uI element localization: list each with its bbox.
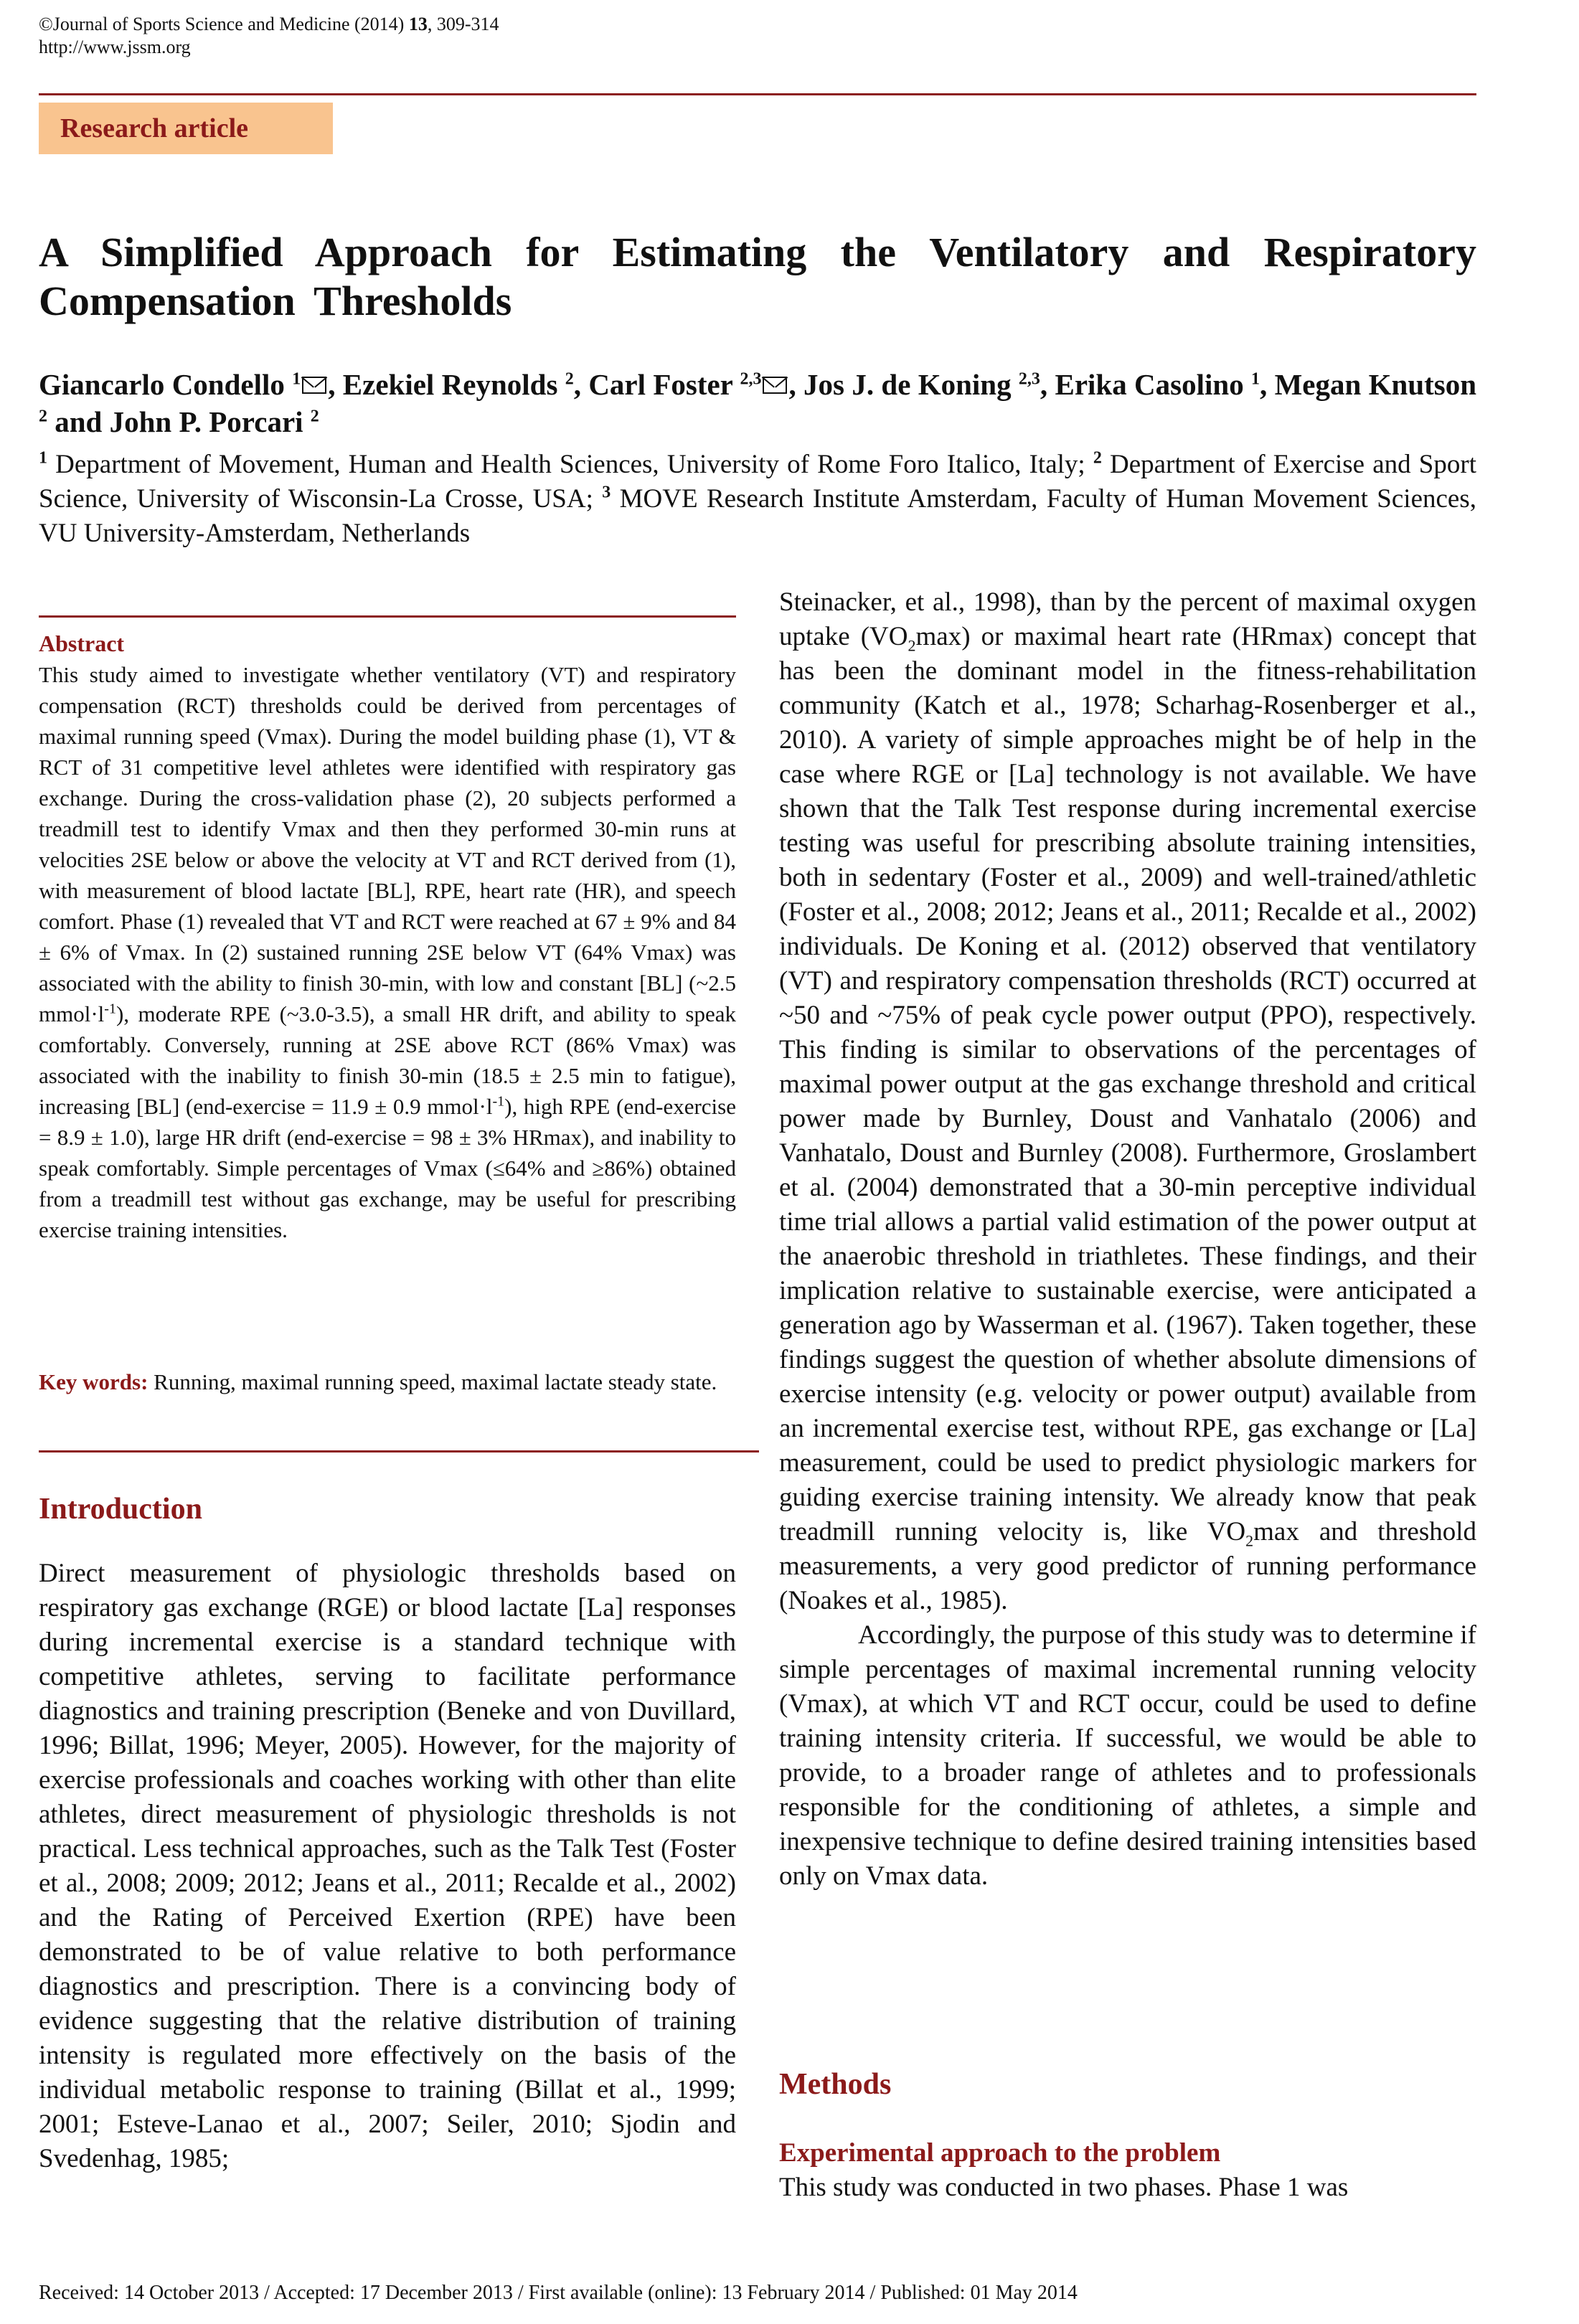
journal-citation [39,13,499,59]
keywords-text: Running, maximal running speed, maximal lactate steady state. [148,1369,717,1394]
affiliation-text: MOVE Research Institute Amsterdam, Faculty of Human Movement Sciences, VU University-Amsterdam, Netherlands [39,484,1476,548]
author-name: Giancarlo Condello [39,368,293,401]
journal-pages: , 309-314 [427,14,499,34]
abstract-body: This study aimed to investigate whether ventilatory (VT) and respiratory compensation (RCT) thresholds could be derived from percentages of maximal running speed (Vmax). During the model building phase (1), VT & RCT of 31 competitive level athletes were identified with respiratory gas exchange. During the cross-validation phase (2), 20 subjects performed a treadmill test to identify Vmax and then they performed 30-min runs at velocities 2SE below or above the velocity at VT and RCT derived from (1), with measurement of blood lactate [BL], RPE, heart rate (HR), and speech comfort. Phase (1) revealed that VT and RCT were reached at 67 ± 9% and 84 ± 6% of Vmax. In (2) sustained running 2SE below VT (64% Vmax) was associated with the ability to finish 30-min, with low and constant [BL] (~2.5 $mmol\cdot l^{-1}$), moderate RPE (~3.0-3.5), a small HR drift, and ability to speak comfortably. Conversely, running at 2SE above RCT (86% Vmax) was associated with the inability to finish 30-min (18.5 ± 2.5 min to fatigue), increasing [BL] (end-exercise = 11.9 ± 0.9 $mmol\cdot l^{-1}$), high RPE (end-exercise = 8.9 ± 1.0), large HR drift (end-exercise = 98 ± 3% HRmax), and inability to speak comfortably. Simple percentages of Vmax (≤64% and ≥86%) obtained from a treadmill test without gas exchange, may be useful for prescribing exercise training intensities. [39,662,736,1242]
abstract-rule-bottom [39,1450,759,1452]
introduction-body: Direct measurement of physiologic thresholds based on respiratory gas exchange (RGE) or blood lactate [La] responses during incremental exercise is a standard technique with competitive athletes, serving to facilitate performance diagnostics and training prescription (Beneke and von Duvillard, 1996; Billat, 1996; Meyer, 2005). However, for the majority of exercise professionals and coaches working with other than elite athletes, direct measurement of physiologic thresholds is not practical. Less technical approaches, such as the Talk Test (Foster et al., 2008; 2009; 2012; Jeans et al., 2011; Recalde et al., 2002) and the Rating of Perceived Exertion (RPE) have been demonstrated to be of value relative to both performance diagnostics and prescription. There is a convincing body of evidence suggesting that the relative distribution of training intensity is regulated more effectively on the basis of the individual metabolic response to training (Billat et al., 1999; 2001; Esteve-Lanao et al., 2007; Seiler, 2010; Sjodin and Svedenhag, 1985; [39,1559,736,2173]
keywords [39,1366,736,1397]
affiliation-text: Department of Movement, Human and Health Sciences, University of Rome Foro Italico, Italy; [47,450,1093,479]
email-icon[interactable] [302,377,326,394]
email-icon[interactable] [763,377,787,394]
author-affiliation-mark: 1 [1251,369,1260,389]
author-name: Carl Foster [588,368,740,401]
author-affiliation-mark: 2 [39,407,47,426]
author-affiliation-mark: 2 [310,407,319,426]
affiliations [39,448,1476,551]
affiliation-number: 2 [1093,448,1102,468]
intro-paragraph-continued: Steinacker, et al., 1998), than by the percent of maximal oxygen uptake $(VO_2\max)$ or maximal heart rate (HRmax) concept that has been the dominant model in the fitness-rehabilitation community (Katch et al., 1978; Scharhag-Rosenberger et al., 2010). A variety of simple approaches might be of help in the case where RGE or [La] technology is not available. We have shown that the Talk Test response during incremental exercise testing was useful for prescribing absolute training intensities, both in sedentary (Foster et al., 2009) and well-trained/athletic (Foster et al., 2008; 2012; Jeans et al., 2011; Recalde et al., 2002) individuals. De Koning et al. (2012) observed that ventilatory (VT) and respiratory compensation thresholds (RCT) occurred at ~50 and ~75% of peak cycle power output (PPO), respectively. This finding is similar to observations of the percentages of maximal power output at the gas exchange threshold and critical power made by Burnley, Doust and Vanhatalo (2006) and Vanhatalo, Doust and Burnley (2008). Furthermore, Groslambert et al. (2004) demonstrated that a 30-min perceptive individual time trial allows a partial valid estimation of the power output at the anaerobic threshold in triathletes. These findings, and their implication relative to sustainable exercise, were anticipated a generation ago by Wasserman et al. (1967). Taken together, these findings suggest the question of whether absolute dimensions of exercise intensity (e.g. velocity or power output) available from an incremental exercise test, without RPE, gas exchange or [La] measurement, could be used to predict physiologic markers for guiding exercise training intensity. We already know that peak treadmill running velocity is, like $VO_2\max$ and threshold measurements, a very good predictor of running performance (Noakes et al., 1985). [779,587,1477,1615]
affiliation-number: 1 [39,448,47,468]
author-name: John P. Porcari [109,405,311,438]
purpose-paragraph: Accordingly, the purpose of this study was to determine if simple percentages of maximal incremental running velocity (Vmax), at which VT and RCT occur, could be used to define training intensity criteria. If successful, we would be able to provide, to a broader range of athletes and to professionals responsible for the conditioning of athletes, a simple and inexpensive technique to define desired training intensities based only on Vmax data. [779,1620,1476,1891]
journal-url[interactable]: http://www.jssm.org [39,37,191,57]
article-title: A Simplified Approach for Estimating the Ventilatory and Respiratory Compensation Thresholds [39,229,1476,324]
author-name: Ezekiel Reynolds [342,368,565,401]
abstract-heading: Abstract [39,630,125,656]
author-affiliation-mark: 2,3 [740,369,762,389]
author-list: Giancarlo Condello $^1$ , Ezekiel Reynolds $^2$, Carl Foster $^{2,3}$ , Jos J. de Koning $^{2,3}$, Erika Casolino $^1$, Megan Knutson $^2$ and John P. Porcari $^2$ [39,368,1477,438]
header-rule [39,93,1476,95]
author-affiliation-mark: 2,3 [1018,369,1040,389]
keywords-label: Key words: [39,1369,149,1394]
journal-volume: 13 [408,14,428,34]
methods-subheading: Experimental approach to the problem [779,2138,1221,2168]
abstract [39,628,736,1245]
abstract-rule-top [39,615,736,618]
journal-name: ©Journal of Sports Science and Medicine (2014) [39,14,409,34]
author-name: Megan Knutson [1274,368,1477,401]
article-type-badge: Research article [39,103,333,154]
methods-body: This study was conducted in two phases. Phase 1 was [779,2173,1349,2202]
methods-heading: Methods [779,2068,892,2101]
affiliation-text: Department of Exercise and Sport Science, University of Wisconsin-La Crosse, USA; [39,450,1476,514]
author-affiliation-mark: 1 [292,369,301,389]
affiliation-number: 3 [602,483,611,502]
author-name: Jos J. de Koning [803,368,1019,401]
right-column-text [779,585,1476,1894]
author-name: Erika Casolino [1055,368,1252,401]
author-affiliation-mark: 2 [565,369,574,389]
introduction-heading: Introduction [39,1493,202,1526]
publication-dates: Received: 14 October 2013 / Accepted: 17 December 2013 / First available (online): 13 February 2014 / Published: 01 May 2014 [39,2282,1078,2304]
